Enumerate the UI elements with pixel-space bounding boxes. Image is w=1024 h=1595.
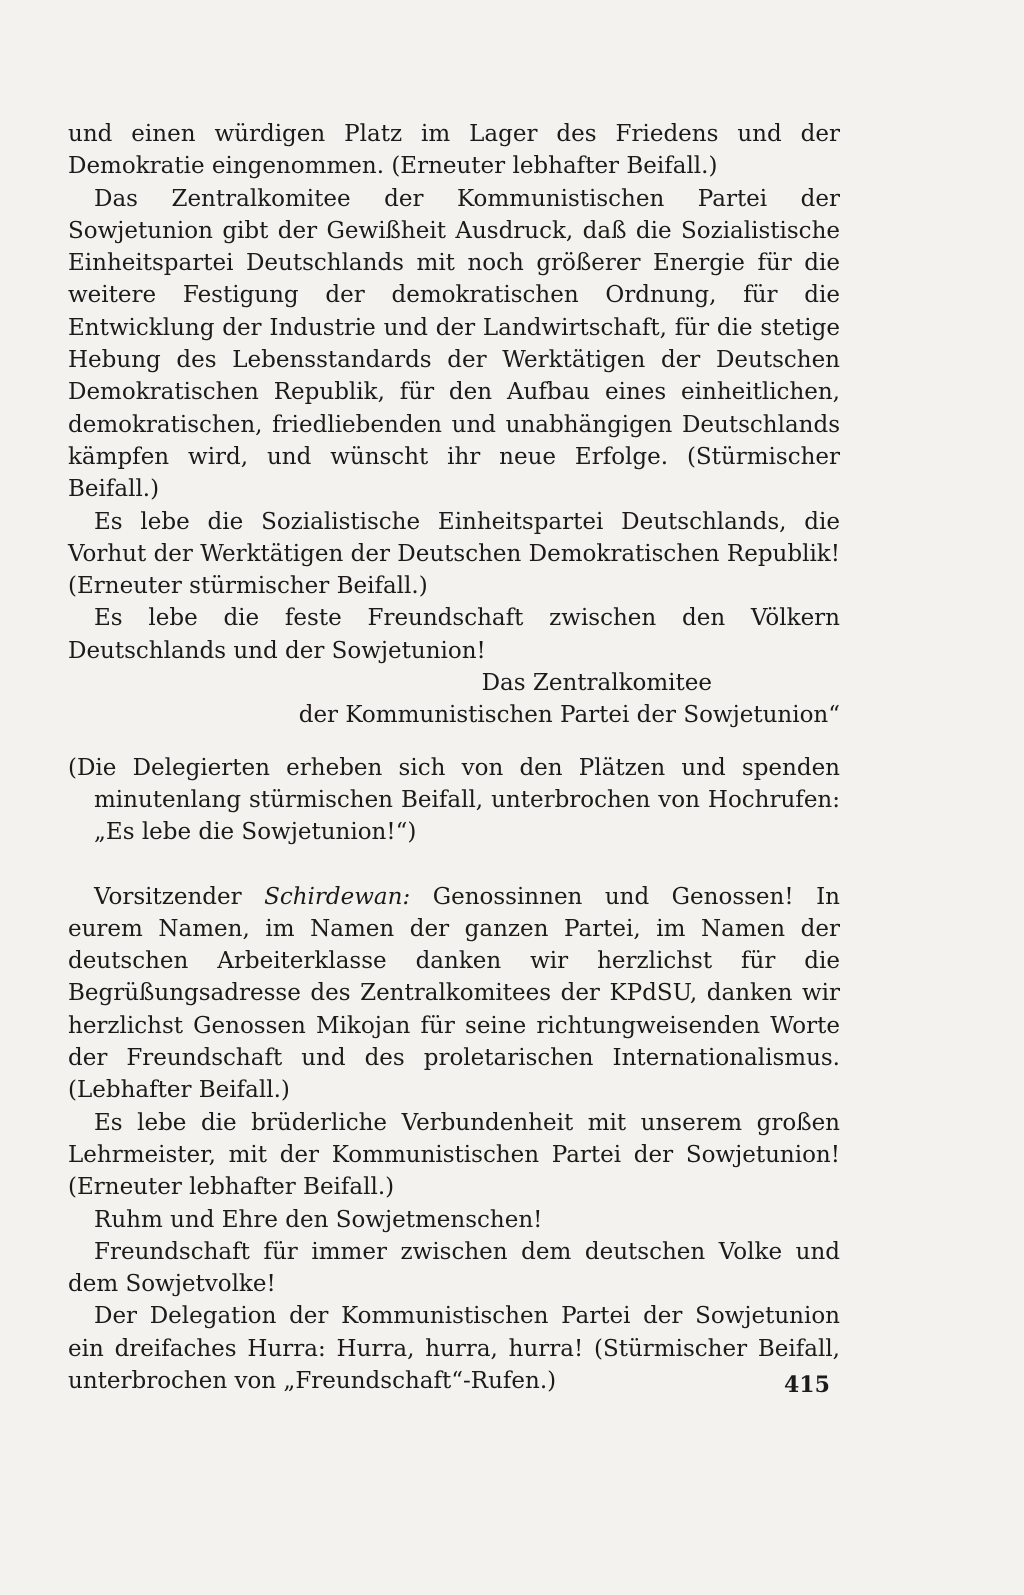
paragraph-delegates-applause: (Die Delegierten erheben sich von den Plätzen und spenden minutenlang stürmischen Beifall, unterbrochen von Hochrufen: „Es lebe die Sowjetunion!“) <box>68 754 840 846</box>
paragraph-long-live-sed: Es lebe die Sozialistische Einheitspartei Deutschlands, die Vorhut der Werktätigen der Deutschen Demokratischen Republik! (Erneuter stürmischer Beifall.) <box>68 508 840 600</box>
paragraph-central-committee: Das Zentralkomitee der Kommunistischen Partei der Sowjetunion gibt der Gewißheit Ausdruck, daß die Sozialistische Einheitspartei Deutschlands mit noch größerer Energie für die weitere Festigung der demokratischen Ordnung, für die Entwicklung der Industrie und der Landwirtschaft, für die stetige Hebung des Lebensstandards der Werktätigen der Deutschen Demokratischen Republik, für den Aufbau eines einheitlichen, demokratischen, friedliebenden und unabhängigen Deutschlands kämpfen wird, und wünscht ihr neue Erfolge. (Stürmischer Beifall.) <box>68 185 840 503</box>
paragraph-friendship: Es lebe die feste Freundschaft zwischen den Völkern Deutschlands und der Sowjetunion! <box>68 605 840 664</box>
page-body <box>68 118 840 1397</box>
paragraph-brotherly-union: Es lebe die brüderliche Verbundenheit mit unserem großen Lehrmeister, mit der Kommunistischen Partei der Sowjetunion! (Erneuter lebhafter Beifall.) <box>68 1109 840 1201</box>
signature-line-1: Das Zentralkomitee <box>481 670 712 697</box>
page-number: 415 <box>784 1372 830 1398</box>
speech-text: Genossinnen und Genossen! In eurem Namen, im Namen der ganzen Partei, im Namen der deutschen Arbeiterklasse danken wir herzlichst für die Begrüßungsadresse des Zentralkomitees der KPdSU, danken wir herzlichst Genossen Mikojan für seine richtungweisenden Worte der Freundschaft und des proletarischen Internationalismus. (Lebhafter Beifall.) <box>68 883 840 1104</box>
paragraph-friendship-forever: Freundschaft für immer zwischen dem deutschen Volke und dem Sowjetvolke! <box>68 1238 840 1298</box>
signature-block <box>68 667 840 732</box>
signature-line-2: der Kommunistischen Partei der Sowjetunion“ <box>298 702 840 729</box>
paragraph-chairman-speech <box>68 881 840 1107</box>
paragraph-continuation: und einen würdigen Platz im Lager des Friedens und der Demokratie eingenommen. (Erneuter lebhafter Beifall.) <box>68 121 840 180</box>
paragraph-glory: Ruhm und Ehre den Sowjetmenschen! <box>94 1206 543 1233</box>
speaker-name: Schirdewan: <box>264 883 411 910</box>
paragraph-hurra: Der Delegation der Kommunistischen Partei der Sowjetunion ein dreifaches Hurra: Hurra, hurra, hurra! (Stürmischer Beifall, unterbrochen von „Freundschaft“-Rufen.) <box>68 1303 840 1394</box>
speaker-prefix: Vorsitzender <box>94 883 265 910</box>
